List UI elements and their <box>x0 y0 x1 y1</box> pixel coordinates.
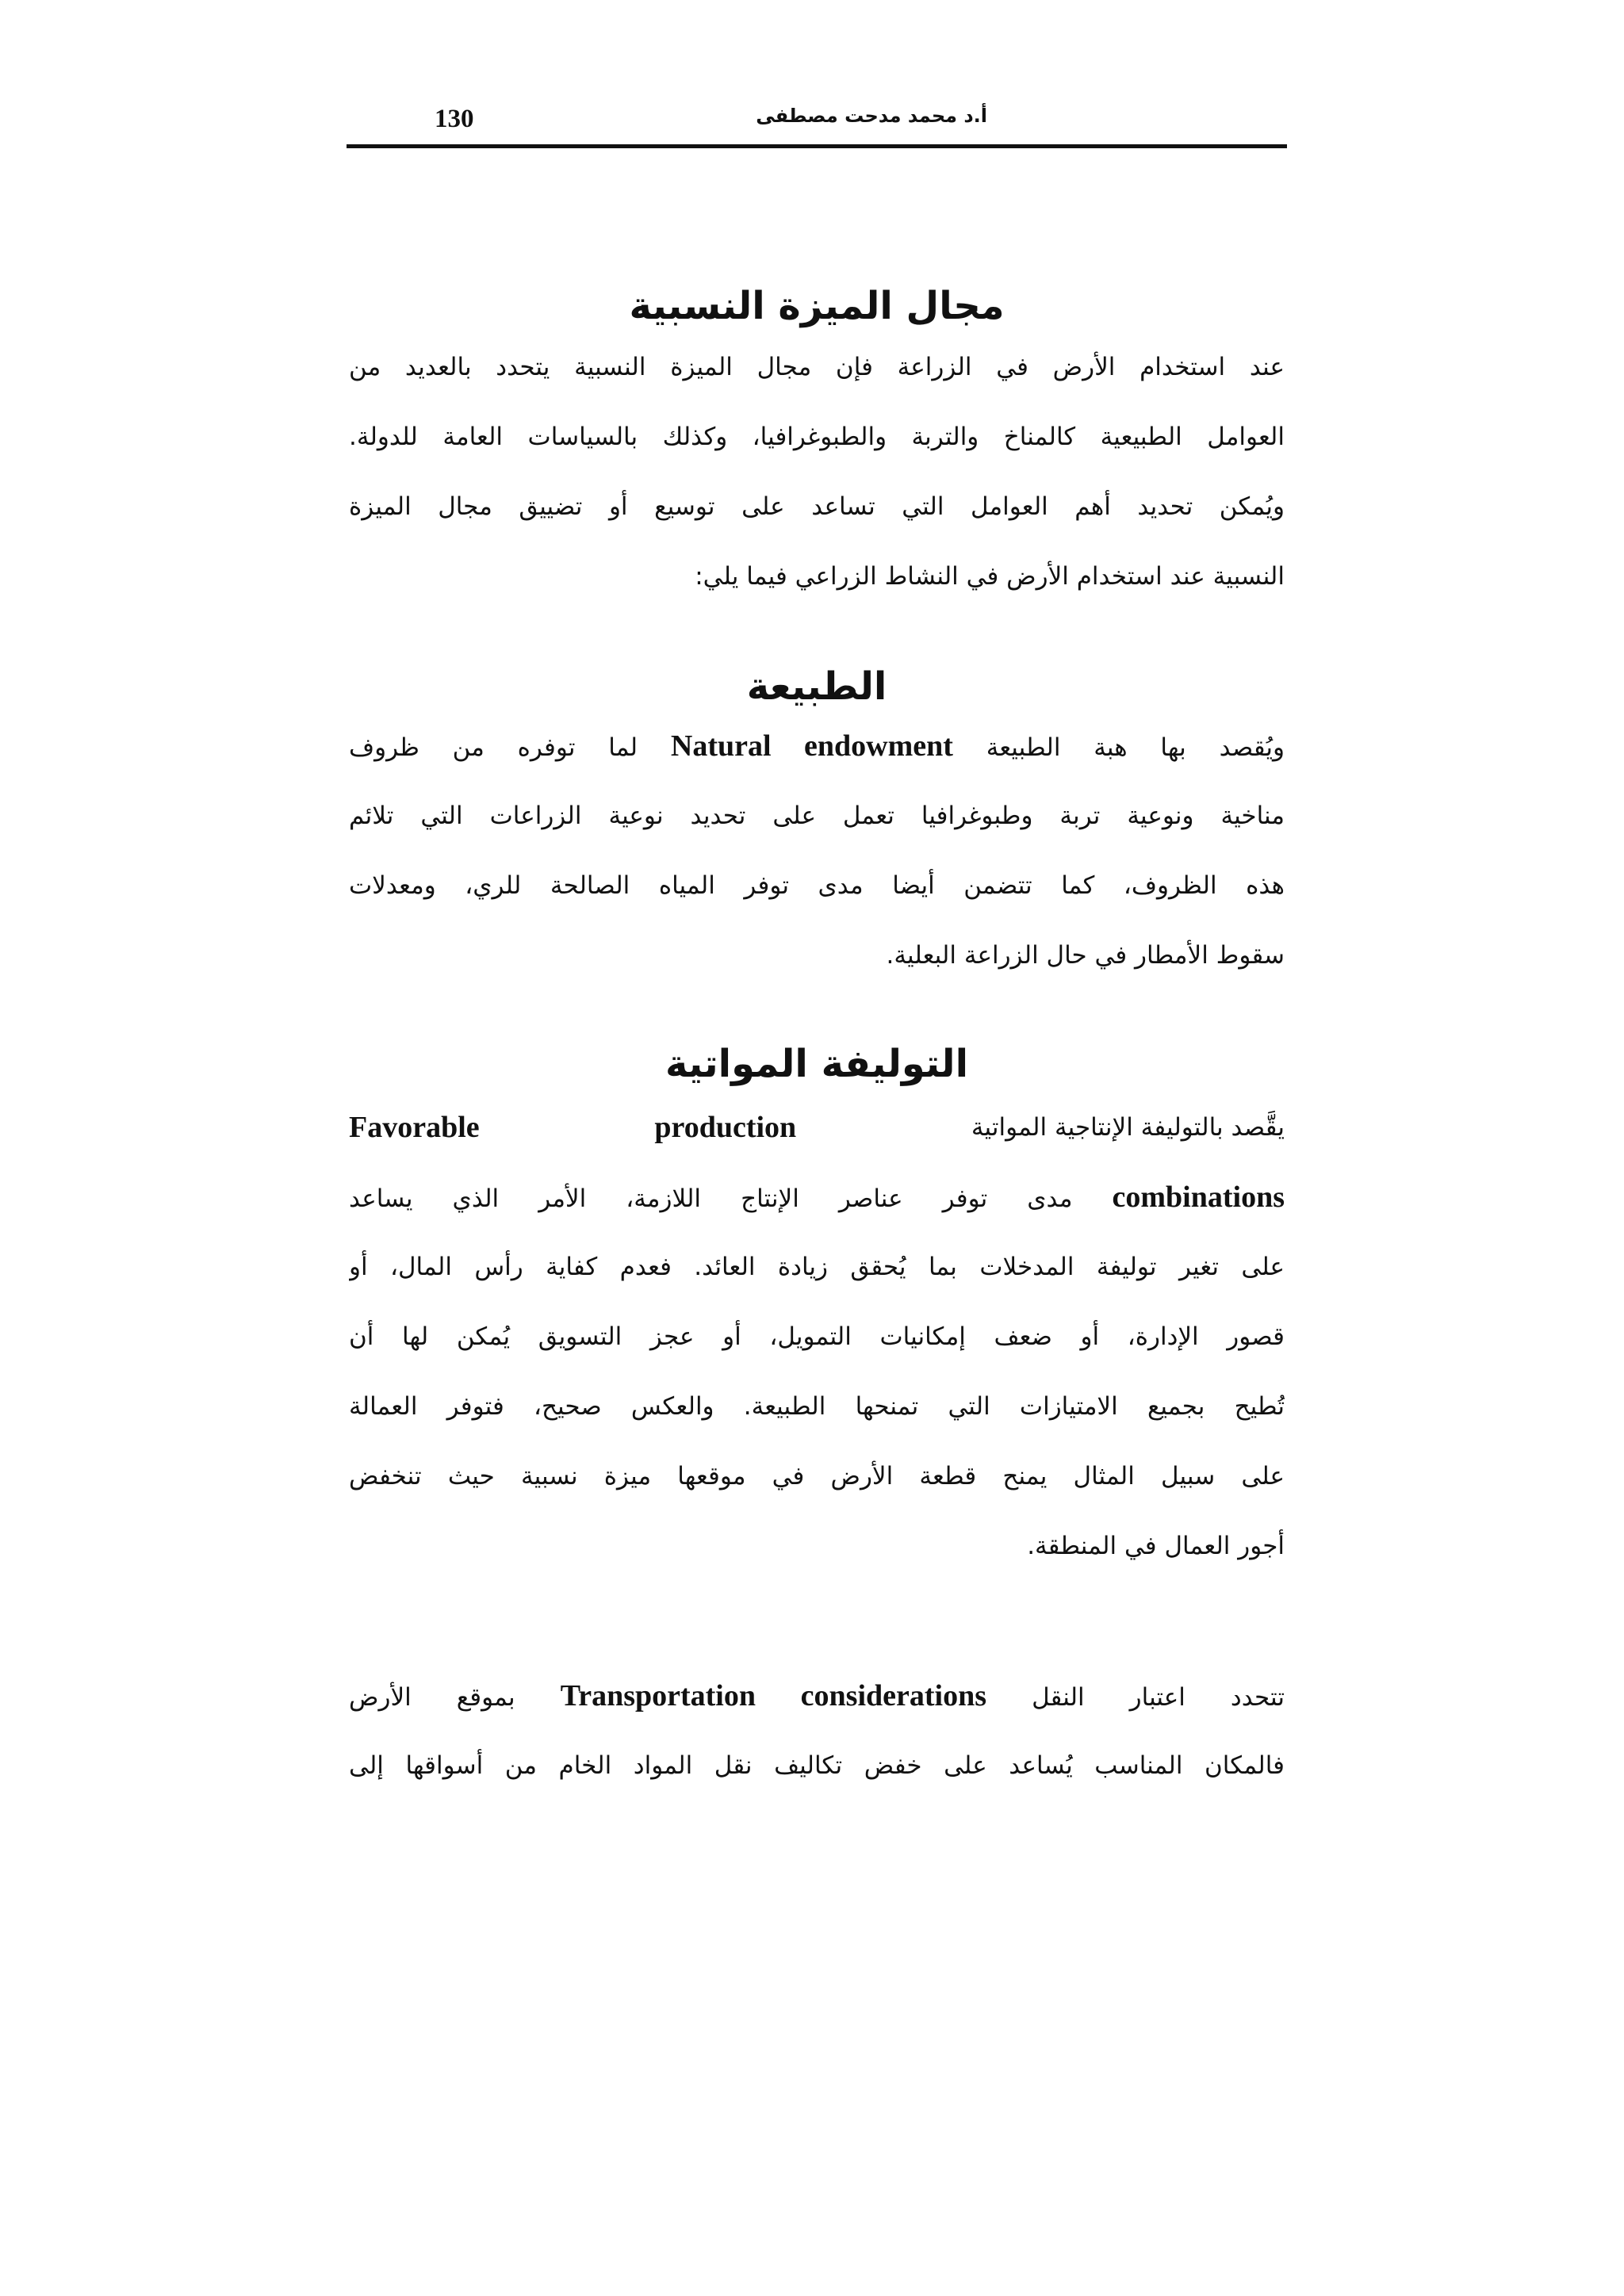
line-text: ويُقصد بها هبة الطبيعة <box>986 733 1285 762</box>
english-term: combinations <box>1112 1181 1285 1214</box>
paragraph-line: قصور الإدارة، أو ضعف إمكانيات التمويل، أو عجز التسويق يُمكن لها أن <box>349 1322 1285 1351</box>
section-heading-favorable-combination: التوليفة المواتية <box>665 1042 969 1086</box>
line-text: لما توفره من ظروف <box>349 733 638 762</box>
english-term: Transportation considerations <box>560 1679 987 1712</box>
section-body-comparative-advantage <box>349 332 1285 611</box>
running-head-author: أ.د محمد مدحت مصطفى <box>756 105 987 127</box>
page-header <box>347 98 1287 146</box>
header-rule <box>347 144 1287 148</box>
section-heading-comparative-advantage: مجال الميزة النسبية <box>629 284 1005 328</box>
paragraph-line <box>349 1093 1285 1162</box>
paragraph-line: النسبية عند استخدام الأرض في النشاط الزراعي فيما يلي: <box>695 562 1285 591</box>
line-text: يقَّصد بالتوليفة الإنتاجية المواتية <box>971 1113 1285 1142</box>
paragraph-line <box>349 1661 1285 1731</box>
paragraph-line: فالمكان المناسب يُساعد على خفض تكاليف نقل المواد الخام من أسواقها إلى <box>349 1751 1285 1780</box>
paragraph-line: على تغير توليفة المدخلات بما يُحقق زيادة العائد. فعدم كفاية رأس المال، أو <box>349 1253 1285 1281</box>
page-number: 130 <box>435 105 474 133</box>
paragraph-line: على سبيل المثال يمنح قطعة الأرض في موقعها ميزة نسبية حيث تنخفض <box>349 1462 1285 1490</box>
paragraph-line: سقوط الأمطار في حال الزراعة البعلية. <box>886 941 1285 970</box>
section-body-nature <box>349 711 1285 990</box>
section-body-favorable-combination <box>349 1093 1285 1581</box>
paragraph-line <box>349 711 1285 781</box>
english-term: Favorable <box>349 1111 480 1144</box>
english-term: production <box>654 1111 797 1144</box>
paragraph-line: العوامل الطبيعية كالمناخ والتربة والطبوغرافيا، وكذلك بالسياسات العامة للدولة. <box>349 423 1285 451</box>
english-term: Natural endowment <box>670 729 953 763</box>
paragraph-line <box>349 1162 1285 1232</box>
section-body-transportation <box>349 1661 1285 1800</box>
line-text: تتحدد اعتبار النقل <box>1032 1683 1285 1712</box>
section-heading-nature: الطبيعة <box>746 664 887 709</box>
paragraph-line: هذه الظروف، كما تتضمن أيضا مدى توفر المياه الصالحة للري، ومعدلات <box>349 871 1285 900</box>
paragraph-line: أجور العمال في المنطقة. <box>1027 1532 1285 1560</box>
paragraph-line: تُطيح بجميع الامتيازات التي تمنحها الطبيعة. والعكس صحيح، فتوفر العمالة <box>349 1392 1285 1421</box>
line-text: مدى توفر عناصر الإنتاج اللازمة، الأمر الذي يساعد <box>349 1184 1073 1213</box>
line-text: بموقع الأرض <box>349 1683 515 1712</box>
paragraph-line: عند استخدام الأرض في الزراعة فإن مجال الميزة النسبية يتحدد بالعديد من <box>349 353 1285 381</box>
paragraph-line: مناخية ونوعية تربة وطبوغرافيا تعمل على تحديد نوعية الزراعات التي تلائم <box>349 802 1285 830</box>
paragraph-line: ويُمكن تحديد أهم العوامل التي تساعد على توسيع أو تضييق مجال الميزة <box>349 492 1285 521</box>
